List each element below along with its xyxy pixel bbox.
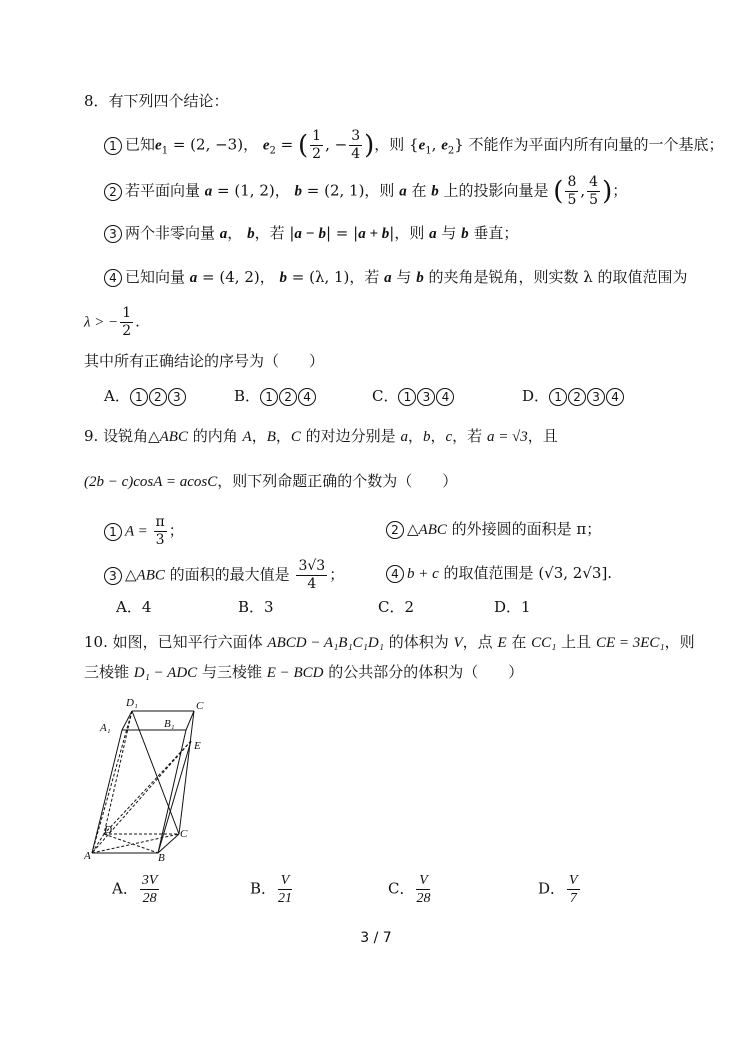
q8-statement-3: 3 两个非零向量 a， b，若 |a − b| = |a + b|，则 a 与 b 垂直； [104, 222, 518, 245]
q9-stem-line-1: 9. 设锐角△ABC 的内角 A，B，C 的对边分别是 a，b，c，若 a = √3，且 [84, 427, 558, 445]
q9-stem-line-2: (2b − c)cosA = acosC，则下列命题正确的个数为（ ） [84, 472, 458, 490]
q9-proposition-4: 4 b + c 的取值范围是 (√3, 2√3]. [386, 562, 612, 585]
q8-statement-4: 4 已知向量 a = (4, 2)， b = (λ, 1)，若 a 与 b 的夹角是锐角，则实数 λ 的取值范围为 [104, 266, 688, 289]
circled-number: 3 [104, 567, 122, 585]
label-b1: B₁ [164, 718, 175, 730]
q8-statement-2: 2 若平面向量 a = (1, 2)， b = (2, 1)，则 a 在 b 上的投影向量是 ( $\frac{8}{5}$ , $\frac{4}{5}$ )； [104, 174, 627, 209]
q8-option-d[interactable]: D． 1 2 3 4 [522, 385, 625, 407]
fraction: $\frac{1}{2}$ [312, 128, 322, 162]
q10-stem-line-1: 10. 如图，已知平行六面体 ABCD − A₁B₁C₁D₁ 的体积为 V，点 E 在 CC₁ 上且 CE = 3EC₁，则 [84, 633, 695, 651]
fraction: $\frac{1}{2}$ [122, 305, 132, 339]
q10-option-c[interactable]: C． $\frac{V}{28}$ [388, 873, 431, 906]
label-e: E [194, 740, 201, 752]
q9-option-d[interactable]: D．1 [494, 598, 531, 616]
q8-option-a[interactable]: A． 1 2 3 [104, 385, 187, 407]
parallelepiped-figure [84, 693, 214, 863]
label-c: C [180, 828, 188, 840]
fraction: $\frac{4}{5}$ [589, 174, 599, 208]
label-a: A [84, 850, 91, 862]
q10-stem-line-2: 三棱锥 D₁ − ADC 与三棱锥 E − BCD 的公共部分的体积为（ ） [84, 663, 524, 681]
q8-option-c[interactable]: C． 1 3 4 [372, 385, 455, 407]
q9-proposition-1: 1 A = $\frac{\pi}{3}$ ； [104, 514, 184, 549]
circled-number: 3 [104, 225, 122, 243]
fraction: $\frac{8}{5}$ [567, 174, 577, 208]
q9-proposition-2: 2 △ABC 的外接圆的面积是 π； [386, 518, 601, 541]
label-d: D [104, 824, 112, 836]
label-d1: D₁ [126, 697, 138, 709]
q8-stem: 8．有下列四个结论： [84, 92, 229, 110]
circled-number: 4 [386, 565, 404, 583]
q9-option-c[interactable]: C．2 [378, 598, 415, 616]
q9-option-a[interactable]: A．4 [116, 598, 152, 616]
page-number: 3 / 7 [360, 930, 392, 946]
circled-number: 2 [104, 183, 122, 201]
q10-option-b[interactable]: B． $\frac{V}{21}$ [250, 873, 293, 906]
q8-question: 其中所有正确结论的序号为（ ） [84, 352, 325, 370]
fraction: $\frac{\pi}{3}$ [155, 514, 165, 548]
q8-statement-4-continued: λ > − $\frac{1}{2}$ . [84, 305, 140, 339]
circled-number: 2 [386, 521, 404, 539]
circled-number: 4 [104, 269, 122, 287]
q8-statement-1: 1 已知$e_1 = (2$, −3)， $e_2$ = ( $\frac{1}{2}$ , − $\frac{3}{4}$ )，则 {$e_1$, $e_2$} 不能作为平面内所有向量的一个基底； [104, 128, 724, 163]
fraction: $\frac{3√3}{4}$ [298, 558, 326, 592]
label-c-top: C [196, 700, 204, 712]
circled-number: 1 [104, 137, 122, 155]
q10-option-a[interactable]: A． $\frac{3V}{28}$ [112, 873, 158, 906]
q10-option-d[interactable]: D． $\frac{V}{7}$ [538, 873, 578, 906]
q9-option-b[interactable]: B．3 [238, 598, 274, 616]
circled-number: 1 [104, 523, 122, 541]
label-b: B [158, 852, 165, 863]
q8-option-b[interactable]: B． 1 2 4 [234, 385, 317, 407]
label-a1: A₁ [100, 722, 111, 734]
q9-proposition-3: 3 △ABC 的面积的最大值是 $\frac{3√3}{4}$ ； [104, 558, 344, 593]
fraction: $\frac{3}{4}$ [351, 128, 361, 162]
